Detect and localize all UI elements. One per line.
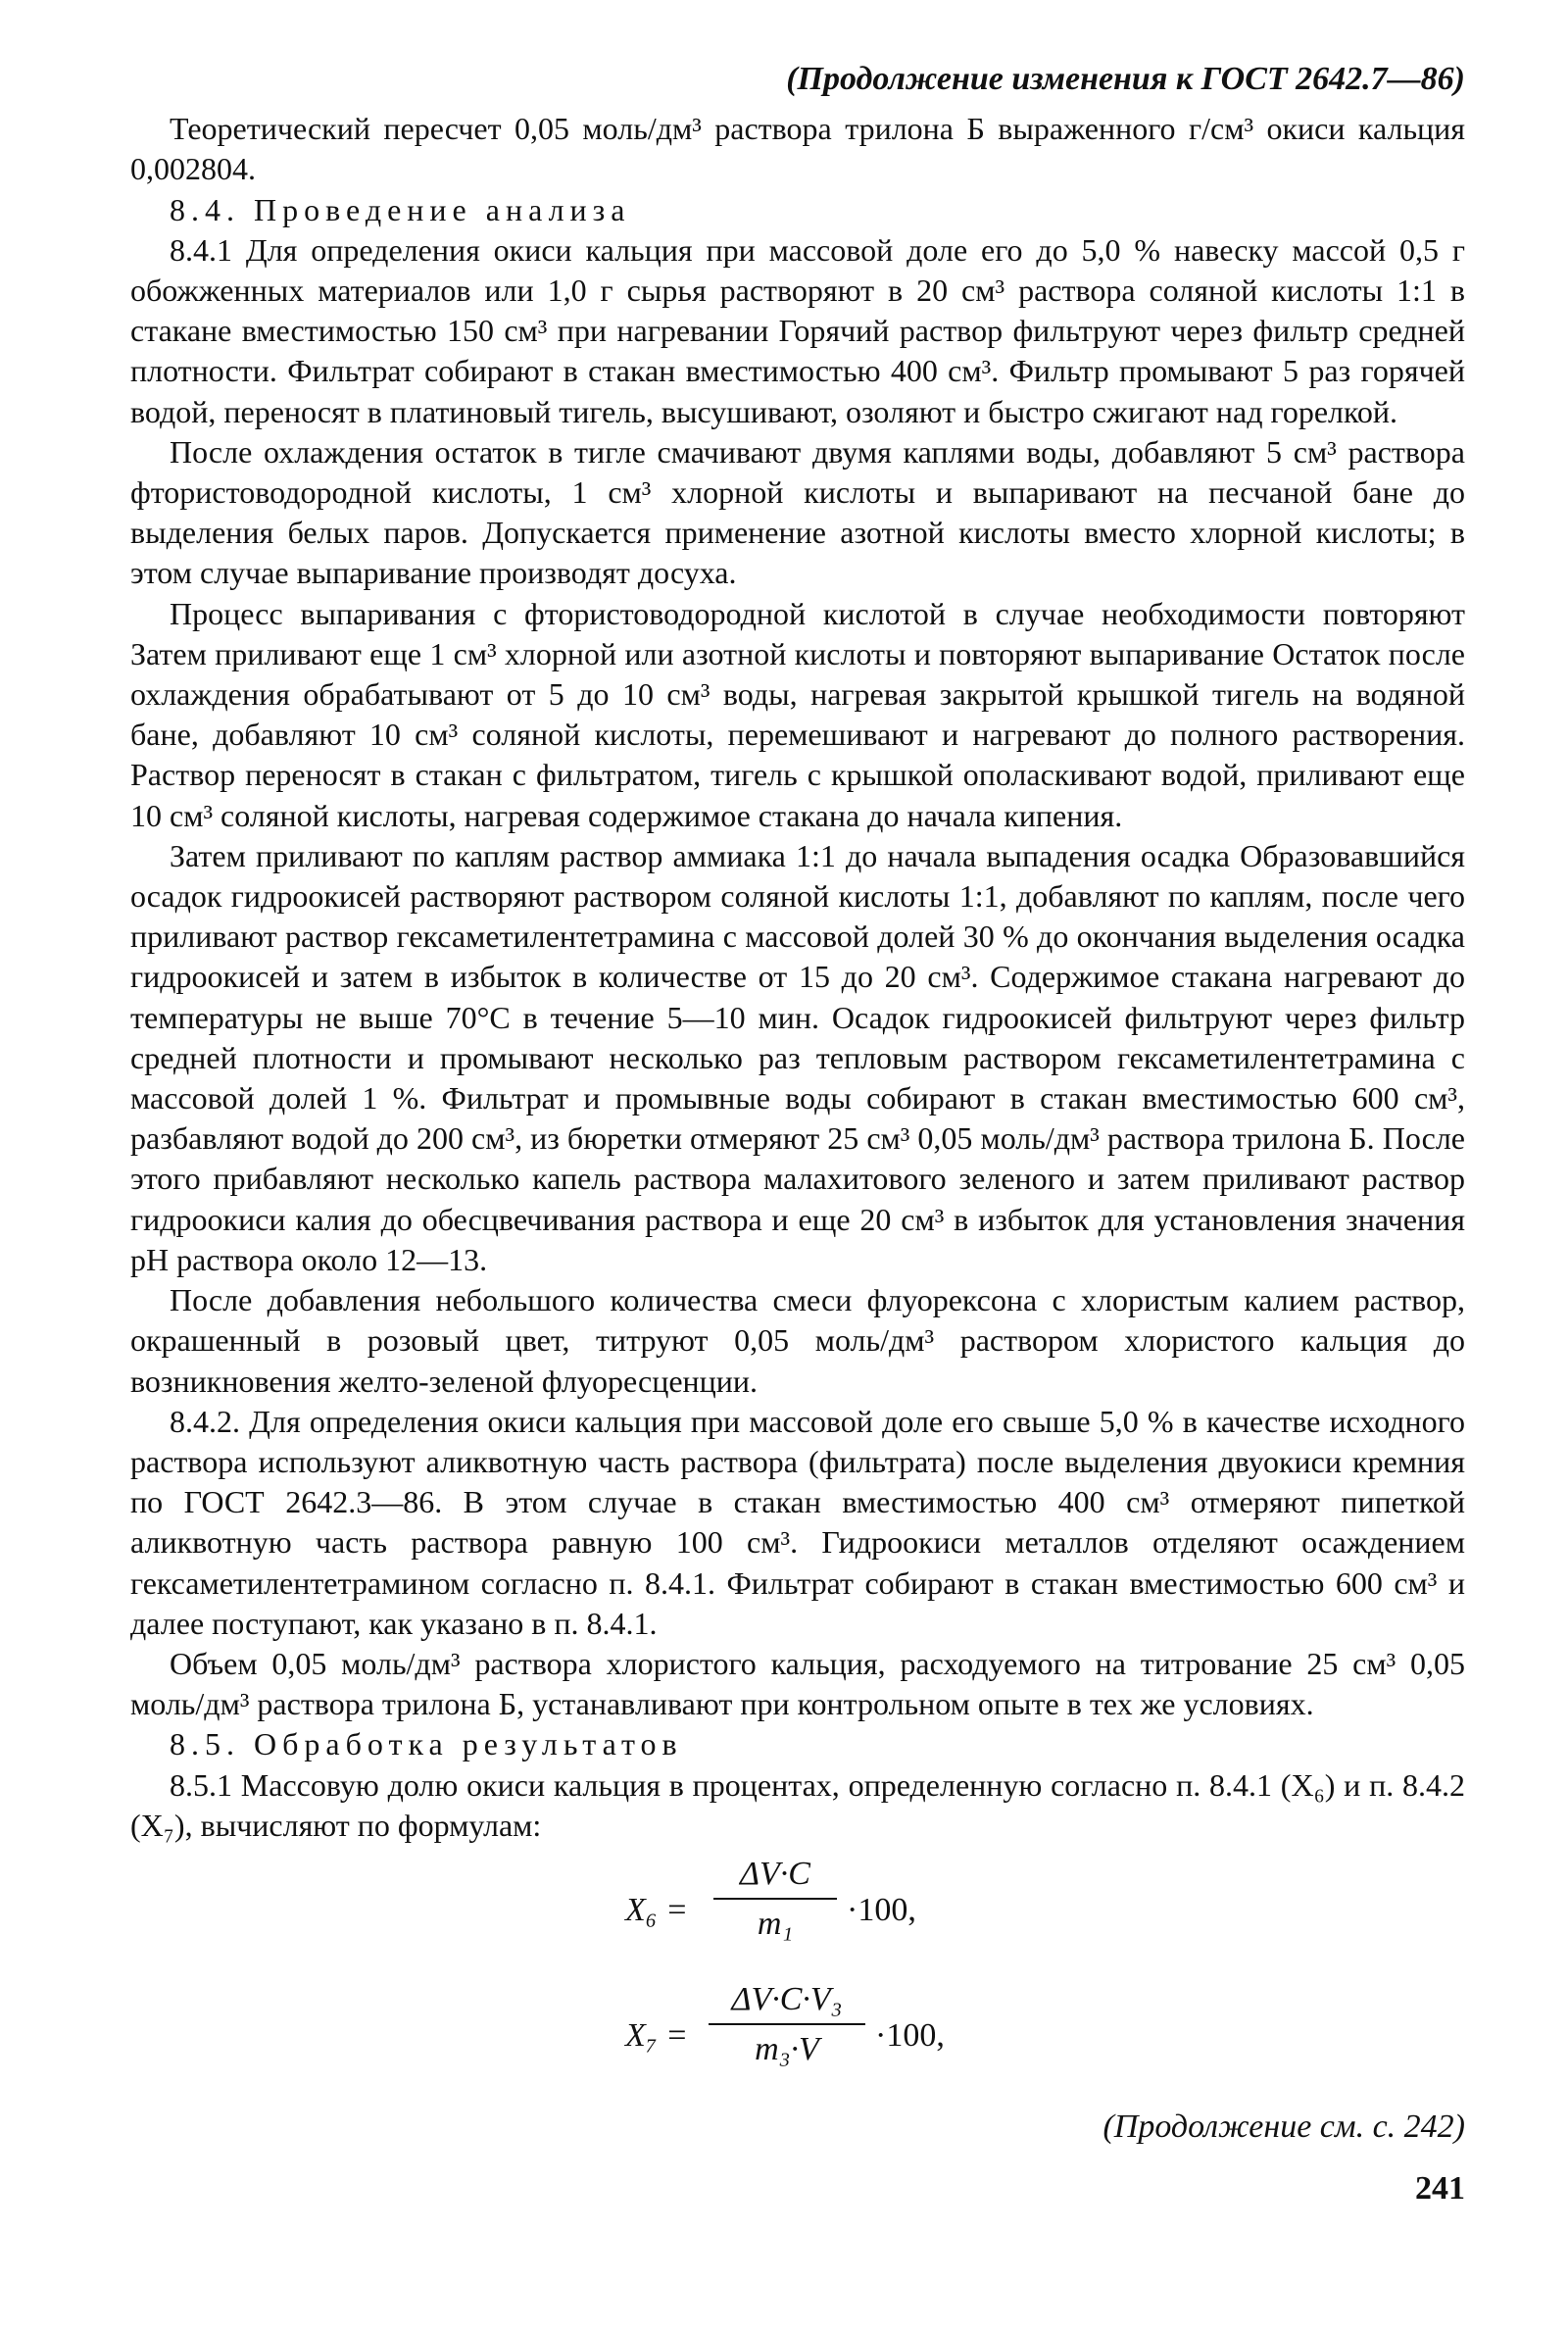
formula-x7-rhs: ·100, xyxy=(875,2016,945,2054)
formula-x7-numerator: ΔV·C·V₃ xyxy=(709,1979,865,2025)
paragraph-8-5-1: 8.5.1 Массовую долю окиси кальция в процентах, определенную согласно п. 8.4.1 (X₆) и п. 8.4.2 (X₇), вычисляют по формулам: xyxy=(130,1766,1465,1843)
formula-x7-denominator: m₃·V xyxy=(755,2031,819,2068)
formula-x7 xyxy=(130,1971,1465,2097)
paragraph-recalculation: Теоретический пересчет 0,05 моль/дм³ раствора трилона Б выраженного г/см³ окиси кальция 0,002804. xyxy=(130,111,1465,187)
paragraph-8-4-1: 8.4.1 Для определения окиси кальция при массовой доле его до 5,0 % навеску массой 0,5 г обожженных материалов или 1,0 г сырья растворяют в 20 см³ раствора соляной кислоты 1:1 в стакане вместимостью 150 см³ при нагревании Горячий раствор фильтруют через фильтр средней плотности. Фильтрат собирают в стакан вместимостью 400 см³. Фильтр промывают 5 раз горячей водой, переносят в платиновый тигель, высушивают, озоляют и быстро сжигают над горелкой. xyxy=(130,231,1465,429)
formula-x6-rhs: ·100, xyxy=(847,1891,916,1928)
paragraph-cooling: После охлаждения остаток в тигле смачивают двумя каплями воды, добавляют 5 см³ раствора фтористоводородной кислоты, 1 см³ хлорной кислоты и выпаривают на песчаной бане до выделения белых паров. Допускается применение азотной кислоты вместо хлорной кислоты; в этом случае выпаривание производят досуха. xyxy=(130,433,1465,591)
paragraph-titration: После добавления небольшого количества смеси флуорексона с хлористым калием раствор, окрашенный в розовый цвет, титруют 0,05 моль/дм³ раствором хлористого кальция до возникновения желто-зеленой флуоресценции. xyxy=(130,1282,1465,1399)
paragraph-control-test: Объем 0,05 моль/дм³ раствора хлористого кальция, расходуемого на титрование 25 см³ 0,05 моль/дм³ раствора трилона Б, устанавливают при контрольном опыте в тех же условиях. xyxy=(130,1645,1465,1722)
paragraph-evaporation: Процесс выпаривания с фтористоводородной кислотой в случае необходимости повторяют Затем приливают еще 1 см³ хлорной или азотной кислоты и повторяют выпаривание Остаток после охлаждения обрабатывают от 5 до 10 см³ воды, нагревая закрытой крышкой тигель на водяной бане, добавляют 10 см³ соляной кислоты, перемешивают и нагревают до полного растворения. Раствор переносят в стакан с фильтратом, тигель с крышкой ополаскивают водой, приливают еще 10 см³ соляной кислоты, нагревая содержимое стакана до начала кипения. xyxy=(130,595,1465,833)
formula-x6-lhs: X₆ = xyxy=(625,1891,689,1928)
formula-x6-denominator: m₁ xyxy=(757,1906,794,1943)
formula-x6 xyxy=(130,1846,1465,1971)
section-heading-8-5: 8.5. Обработка результатов xyxy=(170,1726,683,1762)
formula-x6-numerator: ΔV·C xyxy=(713,1854,837,1900)
formula-x7-lhs: X₇ = xyxy=(625,2016,689,2054)
continuation-header: (Продолжение изменения к ГОСТ 2642.7—86) xyxy=(786,61,1465,97)
paragraph-8-4-2: 8.4.2. Для определения окиси кальция при массовой доле его свыше 5,0 % в качестве исходного раствора используют аликвотную часть раствора (фильтрата) после выделения двуокиси кремния по ГОСТ 2642.3—86. В этом случае в стакан вместимостью 400 см³ отмеряют пипеткой аликвотную часть раствора равную 100 см³. Гидроокиси металлов отделяют осаждением гексаметилентетрамином согласно п. 8.4.1. Фильтрат собирают в стакан вместимостью 600 см³ и далее поступают, как указано в п. 8.4.1. xyxy=(130,1403,1465,1641)
paragraph-precipitation: Затем приливают по каплям раствор аммиака 1:1 до начала выпадения осадка Образовавшийся осадок гидроокисей растворяют раствором соляной кислоты 1:1, добавляют по каплям, после чего приливают раствор гексаметилентетрамина с массовой долей 30 % до окончания выделения осадка гидроокисей и затем в избыток в количестве от 15 до 20 см³. Содержимое стакана нагревают до температуры не выше 70°С в течение 5—10 мин. Осадок гидроокисей фильтруют через фильтр средней плотности и промывают несколько раз тепловым раствором гексаметилентетрамина с массовой долей 1 %. Фильтрат и промывные воды собирают в стакан вместимостью 600 см³, разбавляют водой до 200 см³, из бюретки отмеряют 25 см³ 0,05 моль/дм³ раствора трилона Б. После этого прибавляют несколько капель раствора малахитового зеленого и затем приливают раствор гидроокиси калия до обесцвечивания раствора и еще 20 см³ в избыток для установления значения рН раствора около 12—13. xyxy=(130,837,1465,1277)
document-page xyxy=(130,59,1465,2304)
formula-x7-fraction xyxy=(709,1979,865,2069)
formula-x6-fraction xyxy=(713,1854,837,1944)
page-number: 241 xyxy=(1415,2170,1465,2208)
continued-note: (Продолжение см. с. 242) xyxy=(1102,2108,1465,2145)
section-heading-8-4: 8.4. Проведение анализа xyxy=(170,191,631,227)
